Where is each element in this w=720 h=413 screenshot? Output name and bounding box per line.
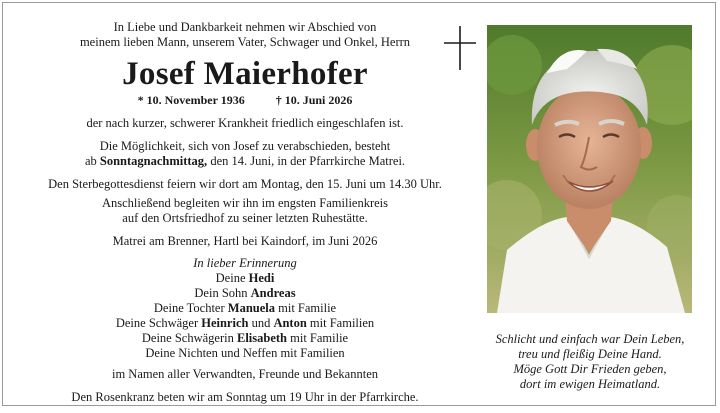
family-nieces-nephews: Deine Nichten und Neffen mit Familien <box>145 346 345 360</box>
family-son-label: Dein Sohn <box>194 286 251 300</box>
poem-line-3: Möge Gott Dir Frieden geben, <box>513 362 667 376</box>
family-brother-2: Anton <box>273 316 307 330</box>
poem-line-4: dort im ewigen Heimatland. <box>519 377 661 391</box>
all-relatives-text: im Namen aller Verwandten, Freunde und Bekannten <box>111 367 378 381</box>
intro-line-1: In Liebe und Dankbarkeit nehmen wir Abschied von <box>113 20 377 34</box>
family-son-name: Andreas <box>250 286 296 300</box>
poem-line-1: Schlicht und einfach war Dein Leben, <box>495 332 685 346</box>
family-wife <box>22 271 468 286</box>
poem-line-2: treu und fleißig Deine Hand. <box>518 347 662 361</box>
burial-line-2: auf den Ortsfriedhof zu seiner letzten Ruhestätte. <box>122 211 368 225</box>
family-brothers-label: Deine Schwäger <box>115 316 202 330</box>
life-dates <box>22 93 468 108</box>
burial-text <box>22 196 468 226</box>
farewell-line-1: Die Möglichkeit, sich von Josef zu verabschieden, besteht <box>99 139 391 153</box>
passing-text: der nach kurzer, schwerer Krankheit friedlich eingeschlafen ist. <box>86 116 404 130</box>
farewell-text <box>22 139 468 169</box>
family-brothers-in-law <box>22 316 468 331</box>
family-daughter-label: Deine Tochter <box>153 301 228 315</box>
family-sister-label: Deine Schwägerin <box>141 331 237 345</box>
cross-icon <box>442 24 478 72</box>
family-list <box>22 256 468 361</box>
family-daughter-suffix: mit Familie <box>275 301 337 315</box>
burial-line-1: Anschließend begleiten wir ihn im engsten Familienkreis <box>101 196 389 210</box>
portrait-image <box>487 25 692 313</box>
birth-date: * 10. November 1936 <box>137 93 245 107</box>
rosary-text: Den Rosenkranz beten wir am Sonntag um 19 Uhr in der Pfarrkirche. <box>71 390 419 404</box>
intro-line-2: meinem lieben Mann, unserem Vater, Schwager und Onkel, Herrn <box>79 35 411 49</box>
family-daughter <box>22 301 468 316</box>
farewell-line-2-pre: ab <box>84 154 100 168</box>
family-sister-name: Elisabeth <box>236 331 287 345</box>
family-brothers-suffix: mit Familien <box>306 316 375 330</box>
family-son <box>22 286 468 301</box>
deceased-name: Josef Maierhofer <box>122 56 368 92</box>
death-date: † 10. Juni 2026 <box>275 93 353 107</box>
family-daughter-name: Manuela <box>227 301 275 315</box>
family-brothers-and: und <box>248 316 274 330</box>
farewell-line-2-post: den 14. Juni, in der Pfarrkirche Matrei. <box>207 154 406 168</box>
family-sister-in-law <box>22 331 468 346</box>
place-and-date: Matrei am Brenner, Hartl bei Kaindorf, im Juni 2026 <box>112 234 378 248</box>
poem-block <box>480 332 700 392</box>
family-sister-suffix: mit Familie <box>287 331 349 345</box>
portrait-photo <box>487 25 692 313</box>
farewell-day: Sonntagnachmittag, <box>99 154 208 168</box>
obituary-text-column <box>22 20 468 413</box>
service-text: Den Sterbegottesdienst feiern wir dort am Montag, den 15. Juni um 14.30 Uhr. <box>48 177 442 191</box>
memory-heading: In lieber Erinnerung <box>193 256 297 270</box>
family-brother-1: Heinrich <box>201 316 249 330</box>
family-wife-name: Hedi <box>248 271 275 285</box>
family-wife-label: Deine <box>215 271 249 285</box>
